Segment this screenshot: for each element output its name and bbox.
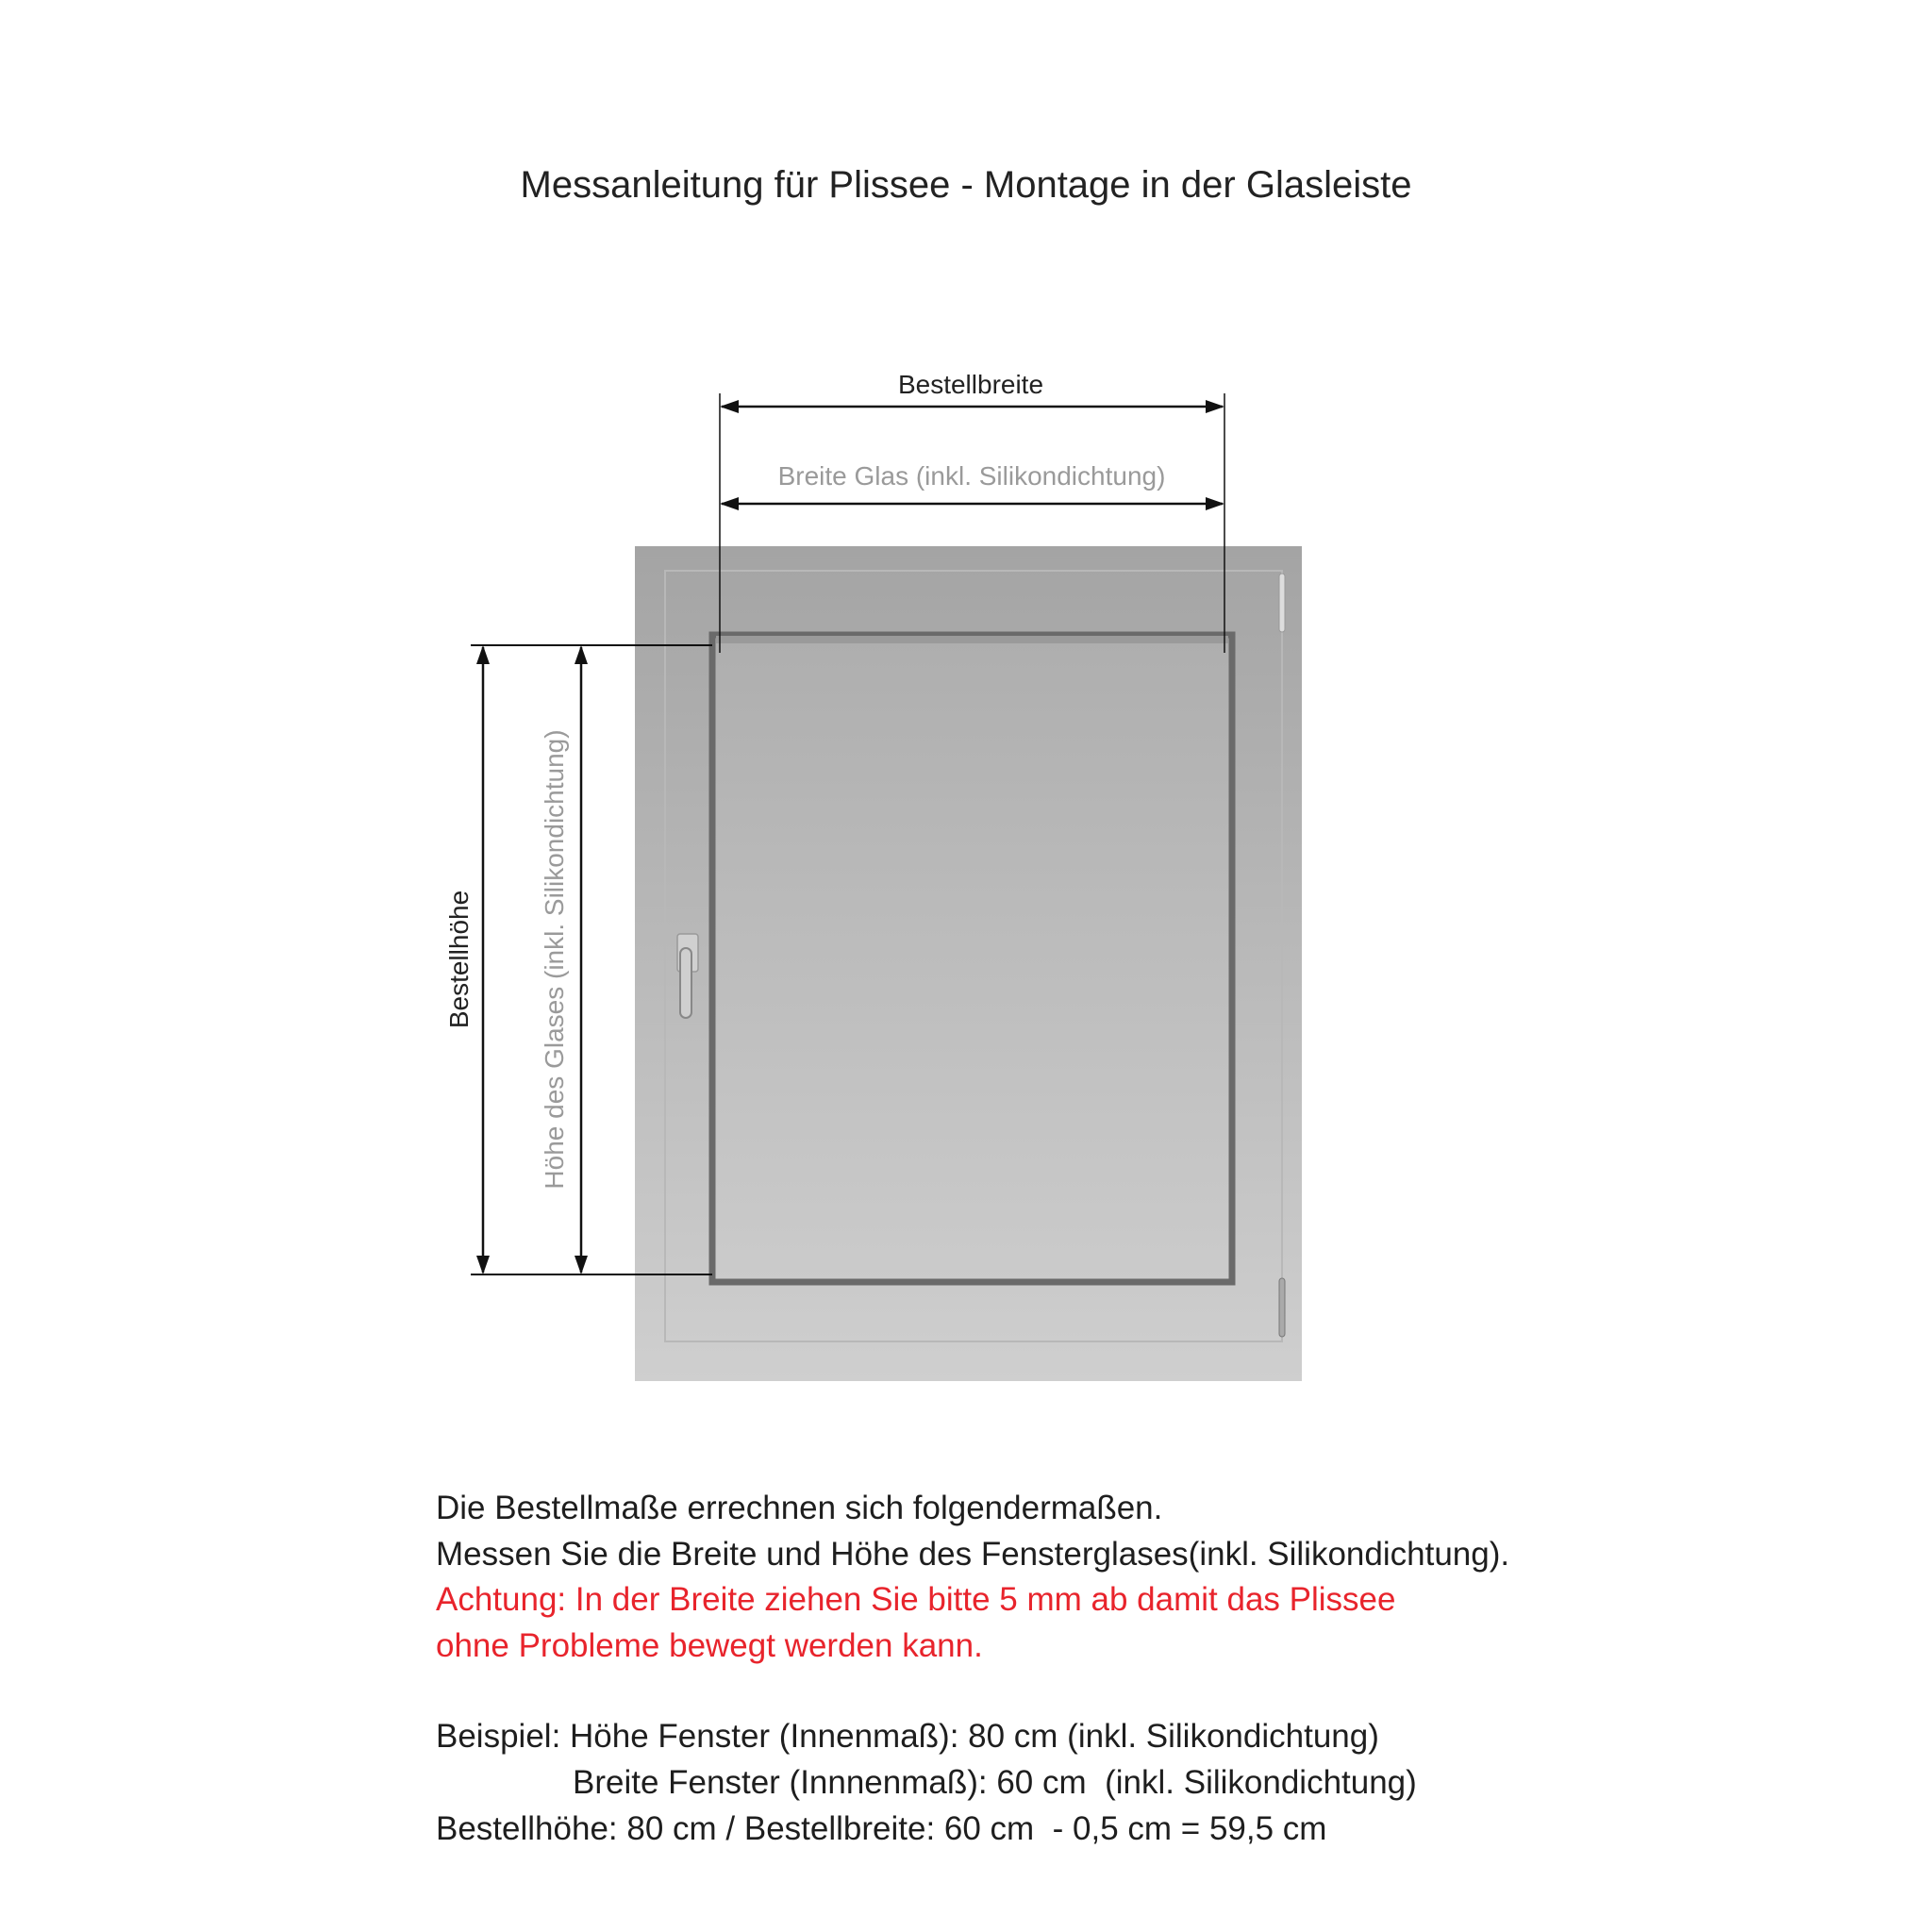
window-frame (635, 546, 1302, 1381)
order-height-label: Bestellhöhe (444, 890, 474, 1029)
instruction-line: Messen Sie die Breite und Höhe des Fensterglases(inkl. Silikondichtung). (436, 1536, 1510, 1573)
glass-height-label: Höhe des Glases (inkl. Silikondichtung) (540, 729, 569, 1190)
glass-width-label: Breite Glas (inkl. Silikondichtung) (777, 461, 1166, 491)
example-line: Breite Fenster (Innnenmaß): 60 cm (inkl. Silikondichtung) (573, 1764, 1417, 1801)
order-width-label: Bestellbreite (897, 370, 1044, 399)
example-result-line: Bestellhöhe: 80 cm / Bestellbreite: 60 cm - 0,5 cm = 59,5 cm (436, 1810, 1327, 1847)
warning-line: ohne Probleme bewegt werden kann. (436, 1627, 983, 1664)
example-line: Beispiel: Höhe Fenster (Innenmaß): 80 cm (inkl. Silikondichtung) (436, 1718, 1379, 1755)
warning-line: Achtung: In der Breite ziehen Sie bitte 5 mm ab damit das Plissee (436, 1581, 1396, 1618)
instruction-line: Die Bestellmaße errechnen sich folgendermaßen. (436, 1490, 1163, 1526)
window-glass (712, 635, 1232, 1282)
page-title: Messanleitung für Plissee - Montage in der Glasleiste (520, 164, 1412, 206)
